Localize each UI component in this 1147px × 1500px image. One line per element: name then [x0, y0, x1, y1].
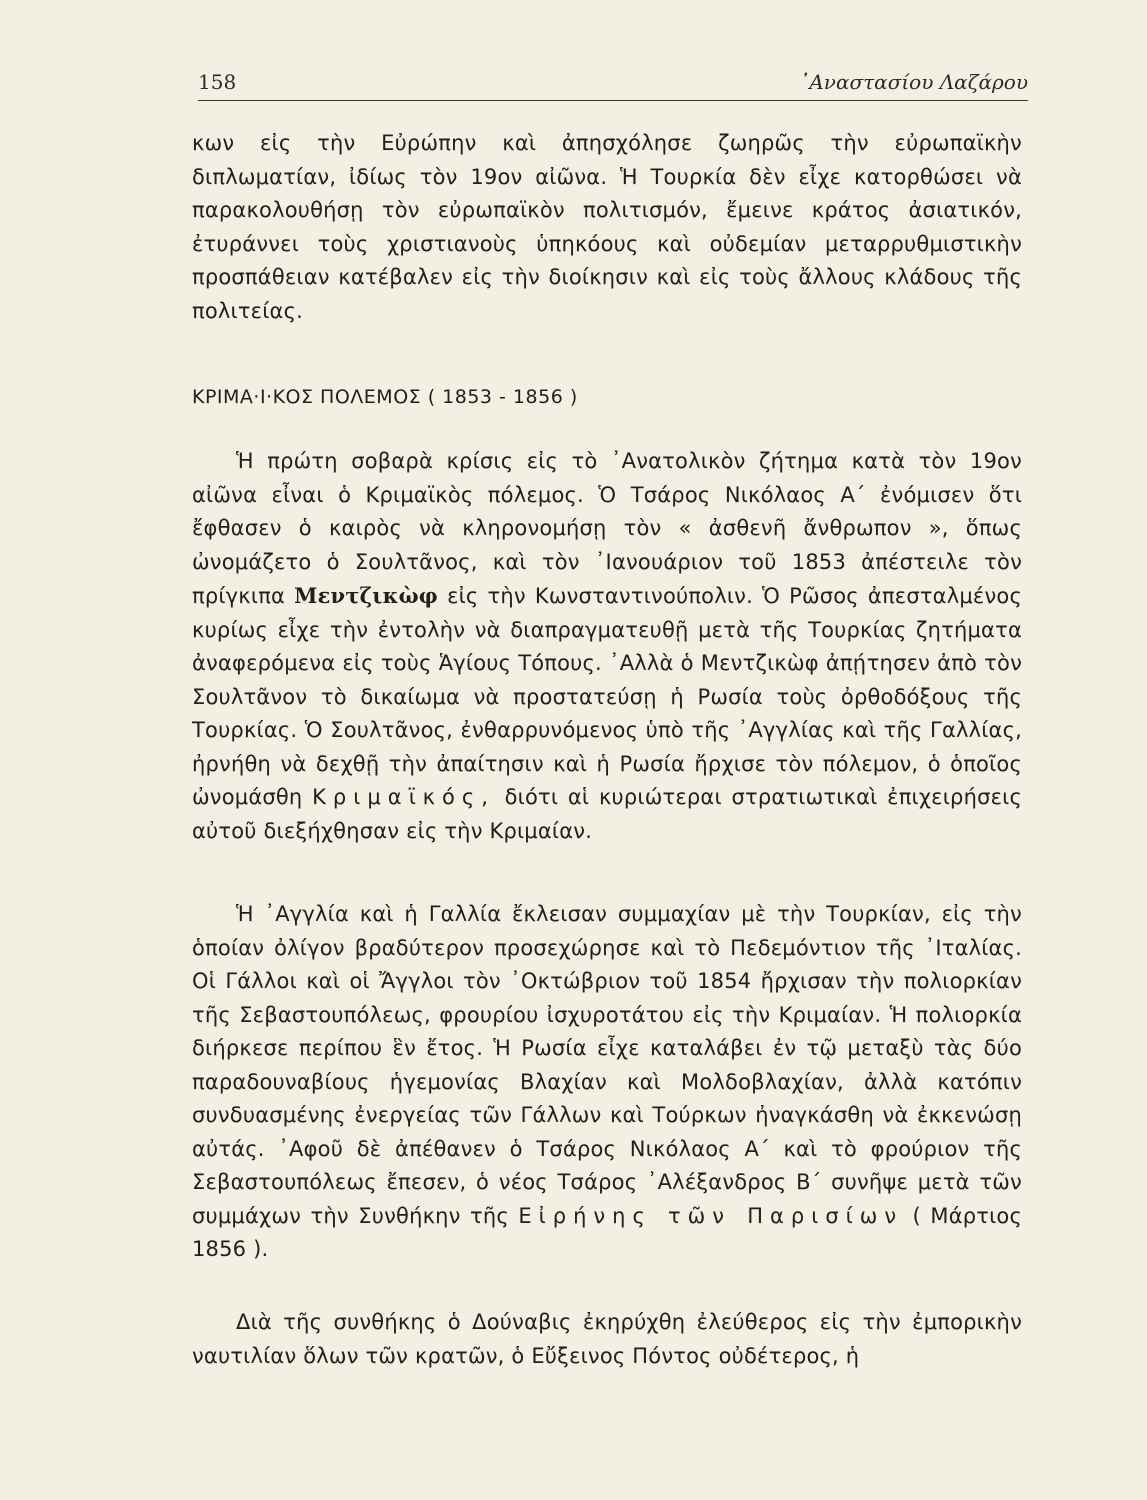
paragraph-text: Ἡ πρώτη σοβαρὰ κρίσις εἰς τὸ ᾿Ανατολικὸν ζήτημα κατὰ τὸν 19ον αἰῶνα εἶναι ὁ Κριμαϊκὸς πόλεμος. Ὁ Τσάρος Νικόλαος Α΄ ἐνόμισεν ὅτι ἔφθασεν ὁ καιρὸς νὰ κληρονομήσῃ τὸν « ἀσθενῆ ἄνθρωπον », ὅπως ὠνομάζετο ὁ Σουλτᾶνος, καὶ τὸν ᾿Ιανουάριον τοῦ 1853 ἀπέστειλε τὸν πρίγκιπα	[192, 449, 1022, 608]
section-heading: ΚΡΙΜΑ·Ι·ΚΟΣ ΠΟΛΕΜΟΣ ( 1853 - 1856 )	[192, 386, 578, 408]
running-head: ᾿Αναστασίου Λαζάρου	[799, 70, 1028, 94]
page-number: 158	[198, 70, 237, 94]
header-rule	[198, 100, 1028, 101]
paragraph-body	[192, 898, 1022, 1267]
spaced-phrase-peace-of-paris: Εἰρήνης τῶν Παρισίων	[518, 1203, 904, 1228]
paragraph-text: Ἡ ᾿Αγγλία καὶ ἡ Γαλλία ἔκλεισαν συμμαχίαν μὲ τὴν Τουρκίαν, εἰς τὴν ὁποίαν ὀλίγον βραδύτερον προσεχώρησε καὶ τὸ Πεδεμόντιον τῆς ᾿Ιταλίας. Οἱ Γάλλοι καὶ οἱ Ἄγγλοι τὸν ᾿Οκτώβριον τοῦ 1854 ἤρχισαν τὴν πολιορκίαν τῆς Σεβαστουπόλεως, φρουρίου ἰσχυροτάτου εἰς τὴν Κριμαίαν. Ἡ πολιορκία διήρκεσε περίπου ἓν ἔτος. Ἡ Ρωσία εἶχε καταλάβει ἐν τῷ μεταξὺ τὰς δύο παραδουναβίους ἡγεμονίας Βλαχίαν καὶ Μολδοβλαχίαν, ἀλλὰ κατόπιν συνδυασμένης ἐνεργείας τῶν Γάλλων καὶ Τούρκων ἠναγκάσθη νὰ ἐκκενώσῃ αὐτάς. ᾿Αφοῦ δὲ ἀπέθανεν ὁ Τσάρος Νικόλαος Α΄ καὶ τὸ φρούριον τῆς Σεβαστουπόλεως ἔπεσεν, ὁ νέος Τσάρος ᾿Αλέξανδρος Β΄ συνῆψε μετὰ τῶν συμμάχων τὴν Συνθήκην τῆς	[192, 902, 1022, 1228]
paragraph-body	[192, 445, 1022, 848]
paragraph-text: διότι αἱ κυριώτεραι στρατιωτικαὶ ἐπιχειρήσεις αὐτοῦ διεξήχθησαν εἰς τὴν Κριμαίαν.	[192, 785, 1022, 843]
paragraph-text: Διὰ τῆς συνθήκης ὁ Δούναβις ἐκηρύχθη ἐλεύθερος εἰς τὴν ἐμπορικὴν ναυτιλίαν ὅλων τῶν κρατῶν, ὁ Εὔξεινος Πόντος οὐδέτερος, ἡ	[192, 1310, 1022, 1368]
page-header	[198, 70, 1028, 102]
continued-paragraph	[192, 127, 1022, 328]
paragraph-text: εἰς τὴν Κωνσταντινούπολιν. Ὁ Ρῶσος ἀπεσταλμένος κυρίως εἶχε τὴν ἐντολὴν νὰ διαπραγματευθῇ μετὰ τῆς Τουρκίας ζητήματα ἀναφερόμενα εἰς τοὺς Ἁγίους Τόπους. ᾿Αλλὰ ὁ Μεντζικὼφ ἀπῄτησεν ἀπὸ τὸν Σουλτᾶνον τὸ δικαίωμα νὰ προστατεύσῃ ἡ Ρωσία τοὺς ὀρθοδόξους τῆς Τουρκίας. Ὁ Σουλτᾶνος, ἐνθαρρυνόμενος ὑπὸ τῆς ᾿Αγγλίας καὶ τῆς Γαλλίας, ἠρνήθη νὰ δεχθῇ τὴν ἀπαίτησιν καὶ ἡ Ρωσία ἤρχισε τὸν πόλεμον, ὁ ὁποῖος ὠνομάσθη	[192, 584, 1022, 809]
spaced-word-crimean: Κριμαϊκός,	[312, 785, 495, 809]
paragraph-text: κων εἰς τὴν Εὐρώπην καὶ ἀπησχόλησε ζωηρῶς τὴν εὐρωπαϊκὴν διπλωματίαν, ἰδίως τὸν 19ον αἰῶνα. Ἡ Τουρκία δὲν εἶχε κατορθώσει νὰ παρακολουθήσῃ τὸν εὐρωπαϊκὸν πολιτισμόν, ἔμεινε κράτος ἀσιατικόν, ἐτυράννει τοὺς χριστιανοὺς ὑπηκόους καὶ οὐδεμίαν μεταρρυθμιστικὴν προσπάθειαν κατέβαλεν εἰς τὴν διοίκησιν καὶ εἰς τοὺς ἄλλους κλάδους τῆς πολιτείας.	[192, 131, 1022, 323]
paragraph-alliance	[192, 898, 1022, 1267]
paragraph-text: ( Μάρτιος 1856 ).	[192, 1203, 1022, 1261]
paragraph-treaty	[192, 1306, 1022, 1373]
paragraph-crimean-war-intro	[192, 445, 1022, 848]
bold-name-menshikov: Μεντζικὼφ	[294, 583, 438, 608]
